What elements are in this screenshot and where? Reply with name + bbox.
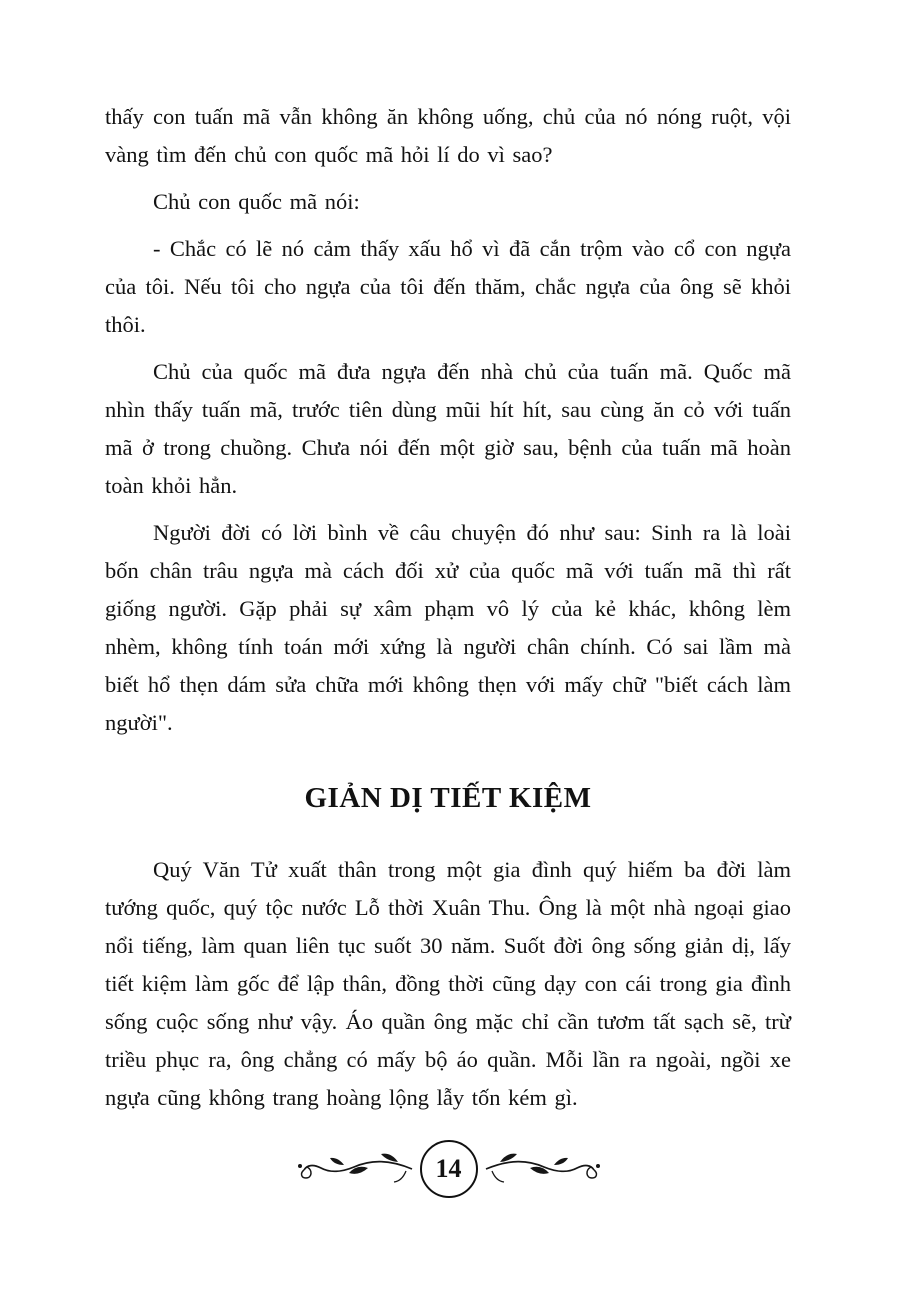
- page-number: 14: [435, 1154, 462, 1183]
- section-heading: GIẢN DỊ TIẾT KIỆM: [304, 782, 592, 814]
- flourish-right-icon: [484, 1147, 602, 1191]
- paragraph: thấy con tuấn mã vẫn không ăn không uống, chủ của nó nóng ruột, vội vàng tìm đến chủ con quốc mã hỏi lí do vì sao?: [105, 104, 791, 167]
- paragraph: Người đời có lời bình về câu chuyện đó như sau: Sinh ra là loài bốn chân trâu ngựa mà cách đối xử của quốc mã với tuấn mã thì rất giống người. Gặp phải sự xâm phạm vô lý của kẻ khác, không lèm nhèm, không tính toán mới xứng là người chân chính. Có sai lầm mà biết hổ thẹn dám sửa chữa mới không thẹn với mấy chữ "biết cách làm người".: [105, 520, 791, 735]
- page-footer: [0, 1140, 897, 1198]
- page-number-badge: [420, 1140, 478, 1198]
- flourish-left-icon: [296, 1147, 414, 1191]
- paragraph: Chủ con quốc mã nói:: [153, 189, 360, 214]
- paragraph: - Chắc có lẽ nó cảm thấy xấu hổ vì đã cắn trộm vào cổ con ngựa của tôi. Nếu tôi cho ngựa của tôi đến thăm, chắc ngựa của ông sẽ khỏi thôi.: [105, 236, 791, 337]
- paragraph: Chủ của quốc mã đưa ngựa đến nhà chủ của tuấn mã. Quốc mã nhìn thấy tuấn mã, trước tiên dùng mũi hít hít, sau cùng ăn cỏ với tuấn mã ở trong chuồng. Chưa nói đến một giờ sau, bệnh của tuấn mã hoàn toàn khỏi hẳn.: [105, 359, 791, 498]
- paragraph: Quý Văn Tử xuất thân trong một gia đình quý hiếm ba đời làm tướng quốc, quý tộc nước Lỗ thời Xuân Thu. Ông là một nhà ngoại giao nổi tiếng, làm quan liên tục suốt 30 năm. Suốt đời ông sống giản dị, lấy tiết kiệm làm gốc để lập thân, đồng thời cũng dạy con cái trong gia đình sống cuộc sống như vậy. Áo quần ông mặc chỉ cần tươm tất sạch sẽ, trừ triều phục ra, ông chẳng có mấy bộ áo quần. Mỗi lần ra ngoài, ngồi xe ngựa cũng không trang hoàng lộng lẫy tốn kém gì.: [105, 857, 791, 1110]
- page-body-text: [105, 98, 791, 1117]
